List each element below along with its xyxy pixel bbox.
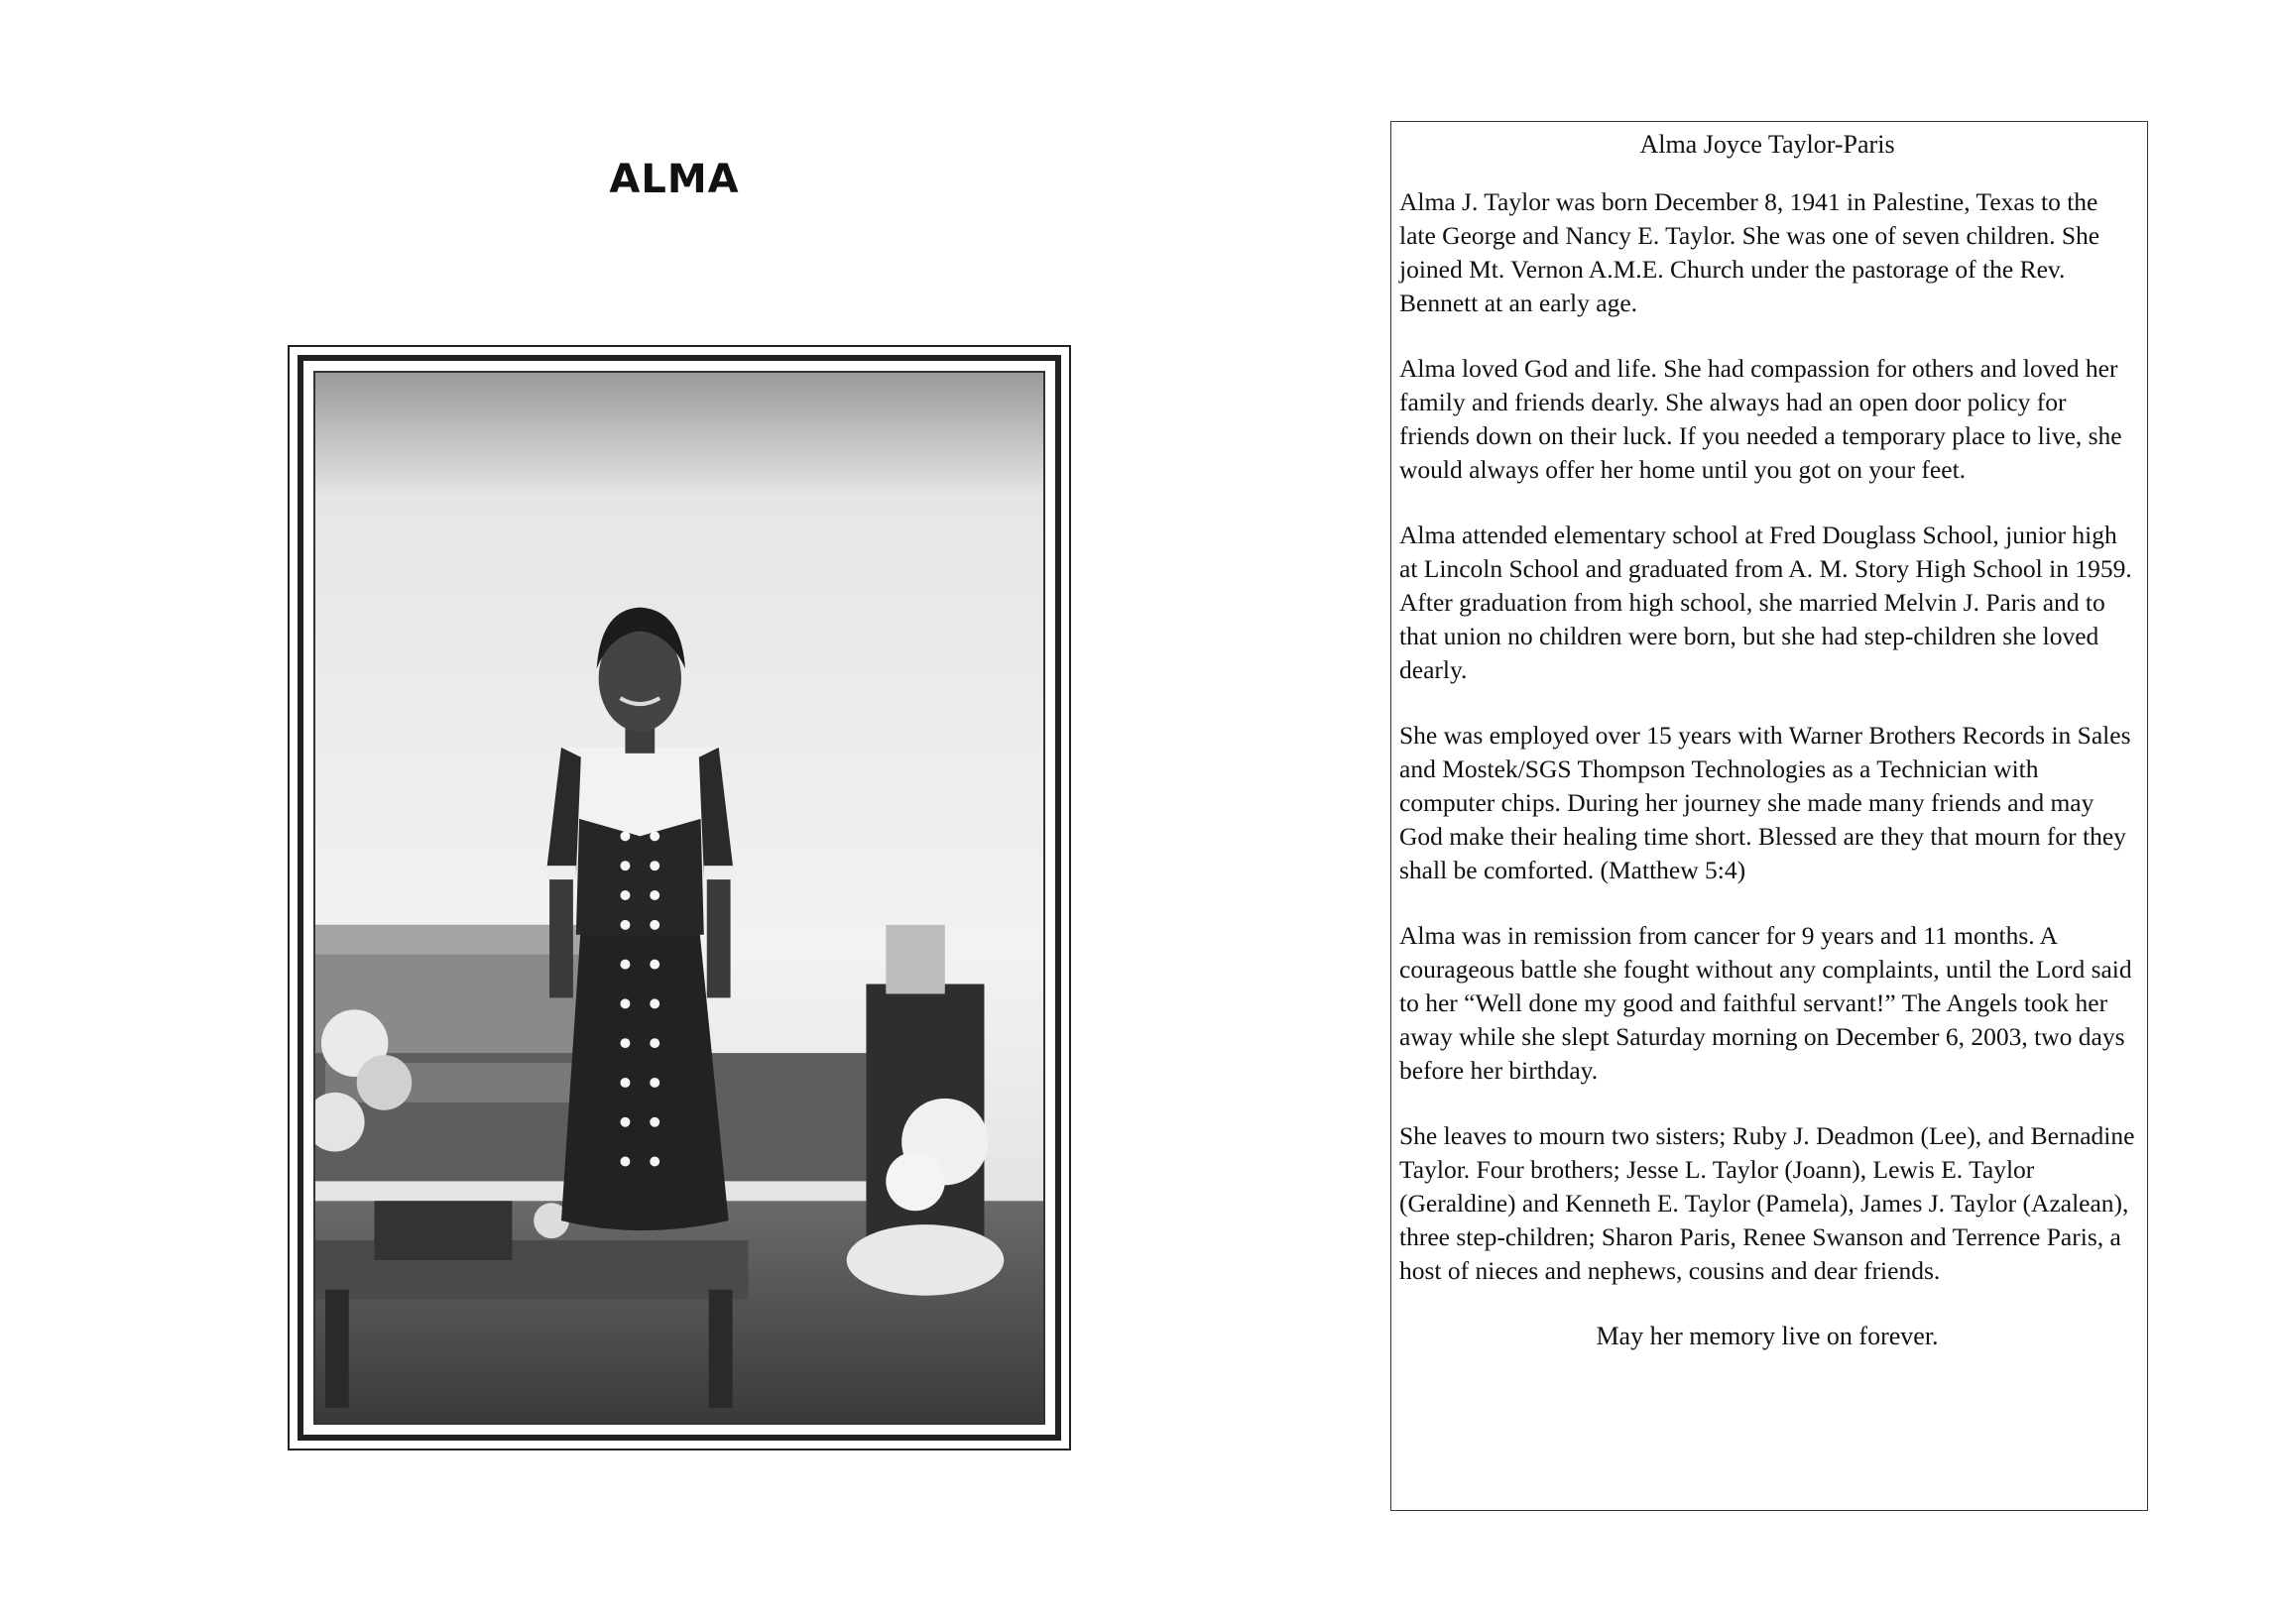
- obituary-paragraph-education: Alma attended elementary school at Fred Douglass School, junior high at Lincoln School and graduated from A. M. Story High School in 1959. After graduation from high school, she married Melvin J. Paris and to that union no children were born, but she had step-children she loved dearly.: [1399, 521, 2132, 684]
- obituary-paragraph-career: She was employed over 15 years with Warner Brothers Records in Sales and Mostek/SGS Thompson Technologies as a Technician with computer chips. During her journey she made many friends and may God make their healing time short. Blessed are they that mourn for they shall be comforted. (Matthew 5:4): [1399, 721, 2131, 884]
- photo-mat: [298, 355, 1061, 1441]
- obituary-closing-line: May her memory live on forever.: [1596, 1322, 1939, 1350]
- obituary-paragraph-birth: Alma J. Taylor was born December 8, 1941 in Palestine, Texas to the late George and Nancy E. Taylor. She was one of seven children. She joined Mt. Vernon A.M.E. Church under the pastorage of the Rev. Bennett at an early age.: [1399, 187, 2100, 317]
- obituary-text-panel: [1390, 121, 2148, 1511]
- obituary-paragraph-passing: Alma was in remission from cancer for 9 years and 11 months. A courageous battle she fought without any complaints, until the Lord said to her “Well done my good and faithful servant!” The Angels took her away while she slept Saturday morning on December 6, 2003, two days before her birthday.: [1399, 921, 2132, 1085]
- page-title-alma: ALMA: [609, 157, 740, 202]
- portrait-photo-icon: [313, 371, 1045, 1425]
- obituary-paragraph-character: Alma loved God and life. She had compassion for others and loved her family and friends dearly. She always had an open door policy for friends down on their luck. If you needed a temporary place to live, she would always offer her home until you got on your feet.: [1399, 354, 2122, 484]
- portrait-photo-frame: [288, 345, 1071, 1450]
- obituary-paragraph-survivors: She leaves to mourn two sisters; Ruby J. Deadmon (Lee), and Bernadine Taylor. Four brothers; Jesse L. Taylor (Joann), Lewis E. Taylor (Geraldine) and Kenneth E. Taylor (Pamela), James J. Taylor (Azalean), three step-children; Sharon Paris, Renee Swanson and Terrence Paris, a host of nieces and nephews, cousins and dear friends.: [1399, 1121, 2135, 1285]
- obituary-title: Alma Joyce Taylor-Paris: [1639, 130, 1895, 159]
